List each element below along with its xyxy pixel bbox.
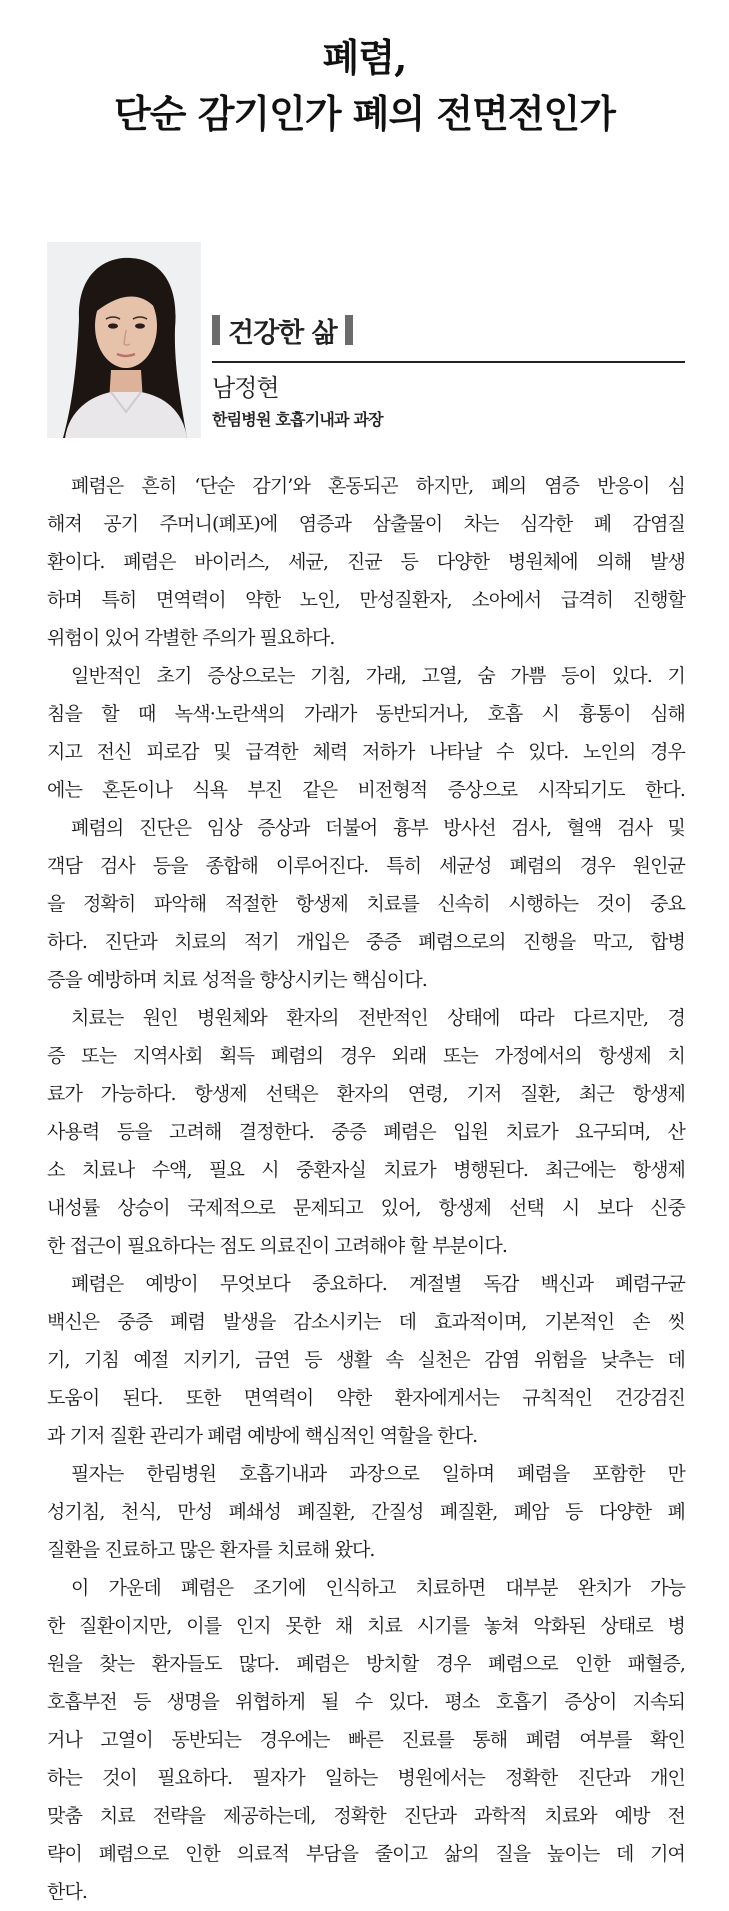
tag-bar-left <box>212 315 220 345</box>
headline <box>0 30 729 142</box>
article-line: 필자는 한림병원 호흡기내과 과장으로 일하며 폐렴을 포함한 만 <box>71 1463 685 1485</box>
author-photo <box>47 242 201 438</box>
article-line: 소 치료나 수액, 필요 시 중환자실 치료가 병행된다. 최근에는 항생제 <box>47 1159 685 1181</box>
article-line: 성기침, 천식, 만성 폐쇄성 폐질환, 간질성 폐질환, 폐암 등 다양한 폐 <box>47 1501 685 1523</box>
article-line: 하다. 진단과 치료의 적기 개입은 중증 폐렴으로의 진행을 막고, 합병 <box>47 931 685 953</box>
article-line: 지고 전신 피로감 및 급격한 체력 저하가 나타날 수 있다. 노인의 경우 <box>47 741 685 763</box>
article-line: 거나 고열이 동반되는 경우에는 빠른 진료를 통해 폐렴 여부를 확인 <box>47 1729 685 1751</box>
article-line: 이 가운데 폐렴은 조기에 인식하고 치료하면 대부분 완치가 가능 <box>71 1577 685 1599</box>
article-line: 기, 기침 예절 지키기, 금연 등 생활 속 실천은 감염 위험을 낮추는 데 <box>47 1349 685 1371</box>
article-line: 략이 폐렴으로 인한 의료적 부담을 줄이고 삶의 질을 높이는 데 기여 <box>47 1843 685 1865</box>
article-line: 증을 예방하며 치료 성적을 향상시키는 핵심이다. <box>47 969 427 991</box>
article-line: 위험이 있어 각별한 주의가 필요하다. <box>47 627 335 649</box>
headline-line-2: 단순 감기인가 폐의 전면전인가 <box>114 91 615 136</box>
article-line: 폐렴의 진단은 임상 증상과 더불어 흉부 방사선 검사, 혈액 검사 및 <box>71 817 685 839</box>
column-tag-label: 건강한 삶 <box>228 317 337 349</box>
article-line: 객담 검사 등을 종합해 이루어진다. 특히 세균성 폐렴의 경우 원인균 <box>47 855 685 877</box>
article-line: 침을 할 때 녹색·노란색의 가래가 동반되거나, 호흡 시 흉통이 심해 <box>47 703 685 725</box>
article-line: 맞춤 치료 전략을 제공하는데, 정확한 진단과 과학적 치료와 예방 전 <box>47 1805 685 1827</box>
author-affiliation: 한림병원 호흡기내과 과장 <box>212 410 383 429</box>
article-line: 증 또는 지역사회 획득 폐렴의 경우 외래 또는 가정에서의 항생제 치 <box>47 1045 685 1067</box>
tag-bar-right <box>345 315 353 345</box>
article-line: 을 정확히 파악해 적절한 항생제 치료를 신속히 시행하는 것이 중요 <box>47 893 685 915</box>
author-portrait-icon <box>47 242 201 438</box>
article-line: 일반적인 초기 증상으로는 기침, 가래, 고열, 숨 가쁨 등이 있다. 기 <box>71 665 685 687</box>
article-line: 환이다. 폐렴은 바이러스, 세균, 진균 등 다양한 병원체에 의해 발생 <box>47 551 685 573</box>
article-line: 도움이 된다. 또한 면역력이 약한 환자에게서는 규칙적인 건강검진 <box>47 1387 685 1409</box>
article-line: 에는 혼돈이나 식욕 부진 같은 비전형적 증상으로 시작되기도 한다. <box>47 779 685 801</box>
article-line: 사용력 등을 고려해 결정한다. 중증 폐렴은 입원 치료가 요구되며, 산 <box>47 1121 685 1143</box>
column-tag <box>212 310 353 350</box>
article-line: 하는 것이 필요하다. 필자가 일하는 병원에서는 정확한 진단과 개인 <box>47 1767 685 1789</box>
article-line: 해져 공기 주머니(폐포)에 염증과 삼출물이 차는 심각한 폐 감염질 <box>47 513 685 535</box>
author-divider <box>212 361 685 363</box>
article-line: 과 기저 질환 관리가 폐렴 예방에 핵심적인 역할을 한다. <box>47 1425 478 1447</box>
article-line: 하며 특히 면역력이 약한 노인, 만성질환자, 소아에서 급격히 진행할 <box>47 589 685 611</box>
article-line: 치료는 원인 병원체와 환자의 전반적인 상태에 따라 다르지만, 경 <box>71 1007 685 1029</box>
article-line: 폐렴은 예방이 무엇보다 중요하다. 계절별 독감 백신과 폐렴구균 <box>71 1273 685 1295</box>
headline-line-1: 폐렴, <box>322 35 407 80</box>
article-line: 한 접근이 필요하다는 점도 의료진이 고려해야 할 부분이다. <box>47 1235 508 1257</box>
article-line: 백신은 중증 폐렴 발생을 감소시키는 데 효과적이며, 기본적인 손 씻 <box>47 1311 685 1333</box>
article-line: 료가 가능하다. 항생제 선택은 환자의 연령, 기저 질환, 최근 항생제 <box>47 1083 685 1105</box>
article-body <box>47 467 685 1911</box>
author-name: 남정현 <box>212 374 279 402</box>
article-line: 호흡부전 등 생명을 위협하게 될 수 있다. 평소 호흡기 증상이 지속되 <box>47 1691 685 1713</box>
article-line: 내성률 상승이 국제적으로 문제되고 있어, 항생제 선택 시 보다 신중 <box>47 1197 685 1219</box>
article-line: 한 질환이지만, 이를 인지 못한 채 치료 시기를 놓쳐 악화된 상태로 병 <box>47 1615 685 1637</box>
article-line: 폐렴은 흔히 ‘단순 감기’와 혼동되곤 하지만, 폐의 염증 반응이 심 <box>71 475 685 497</box>
article-line: 원을 찾는 환자들도 많다. 폐렴은 방치할 경우 폐렴으로 인한 패혈증, <box>47 1653 685 1675</box>
article-line: 한다. <box>47 1881 88 1903</box>
article-line: 질환을 진료하고 많은 환자를 치료해 왔다. <box>47 1539 375 1561</box>
